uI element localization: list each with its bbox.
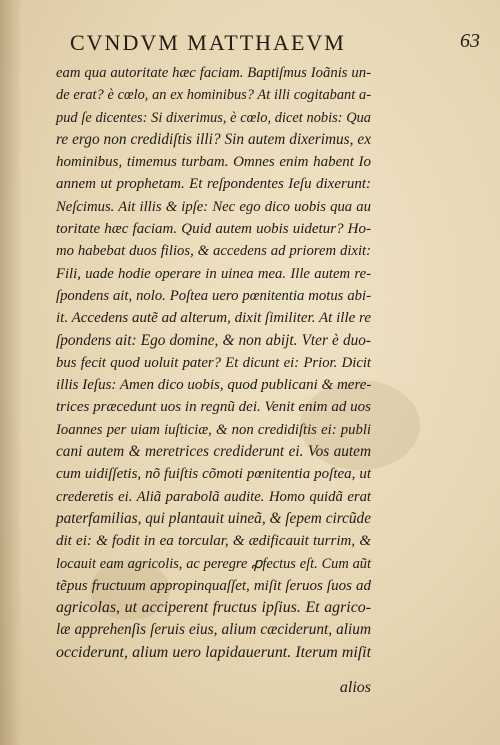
catchword-row: [56, 677, 371, 697]
text-line: locauit eam agricolis, ac peregre ꝓfectus eſt. Cum aũt: [56, 555, 371, 572]
text-line: it. Accedens autẽ ad alterum, dixit ſimiliter. At ille re: [56, 310, 371, 327]
text-line: de erat? è cœlo, an ex hominibus? At illi cogitabant a-: [56, 87, 371, 104]
text-line: bus fecit quod uoluit pater? Et dicunt ei: Prior. Dicit: [56, 354, 371, 371]
text-block: [56, 62, 371, 664]
text-line: Neſcimus. Ait illis & ipſe: Nec ego dico uobis qua au: [56, 198, 371, 215]
text-line: tẽpus fructuum appropinquaſſet, miſit ſeruos ſuos ad: [56, 577, 371, 594]
gutter-shadow: [0, 0, 22, 745]
running-head: CVNDVM MATTHAEVM: [70, 30, 346, 55]
text-line: ſpondens ait: Ego domine, & non abijt. Vter è duo-: [56, 331, 371, 349]
catchword: alios: [339, 679, 371, 696]
text-line: Ioannes per uiam iuſticiæ, & non credidiſtis ei: publi: [56, 421, 371, 438]
text-line: re ergo non credidiſtis illi? Sin autem dixerimus, ex: [56, 130, 371, 148]
text-line: pud ſe dicentes: Si dixerimus, è cœlo, dicet nobis: Qua: [56, 109, 371, 126]
text-line: cani autem & meretrices crediderunt ei. Vos autem: [56, 443, 371, 461]
text-line: mo habebat duos filios, & accedens ad priorem dixit:: [56, 243, 371, 260]
text-line: annem ut prophetam. Et reſpondentes Ieſu dixerunt:: [56, 176, 371, 193]
text-line: occiderunt, alium uero lapidauerunt. Iterum miſit: [56, 643, 371, 661]
text-line: agricolas, ut acciperent fructus ipſius. Et agrico-: [56, 599, 371, 617]
text-line: toritate hæc faciam. Quid autem uobis uidetur? Ho-: [56, 221, 371, 238]
text-line: illis Ieſus: Amen dico uobis, quod publicani & mere-: [56, 377, 372, 394]
text-line: dit ei: & fodit in ea torcular, & ædificauit turrim, &: [56, 533, 371, 550]
page-number: 63: [460, 30, 480, 52]
text-line: eam qua autoritate hæc faciam. Baptiſmus Ioãnis un-: [56, 65, 371, 81]
text-line: Fili, uade hodie operare in uinea mea. Ille autem re-: [56, 265, 371, 282]
text-line: crederetis ei. Aliã parabolã audite. Homo quidã erat: [56, 488, 371, 505]
text-line: trices præcedunt uos in regnũ dei. Venit enim ad uos: [56, 399, 371, 416]
text-line: ſpondens ait, nolo. Poſtea uero pœnitentia motus abi-: [56, 287, 371, 304]
text-line: paterfamilias, qui plantauit uineã, & ſepem circũde: [56, 509, 371, 527]
text-line: cum uidiſſetis, nõ fuiſtis cõmoti pœnitentia poſtea, ut: [56, 466, 371, 483]
page-header: [70, 30, 480, 60]
text-line: læ apprehenſis ſeruis eius, alium cæciderunt, alium: [56, 621, 371, 639]
text-line: hominibus, timemus turbam. Omnes enim habent Io: [56, 154, 371, 171]
